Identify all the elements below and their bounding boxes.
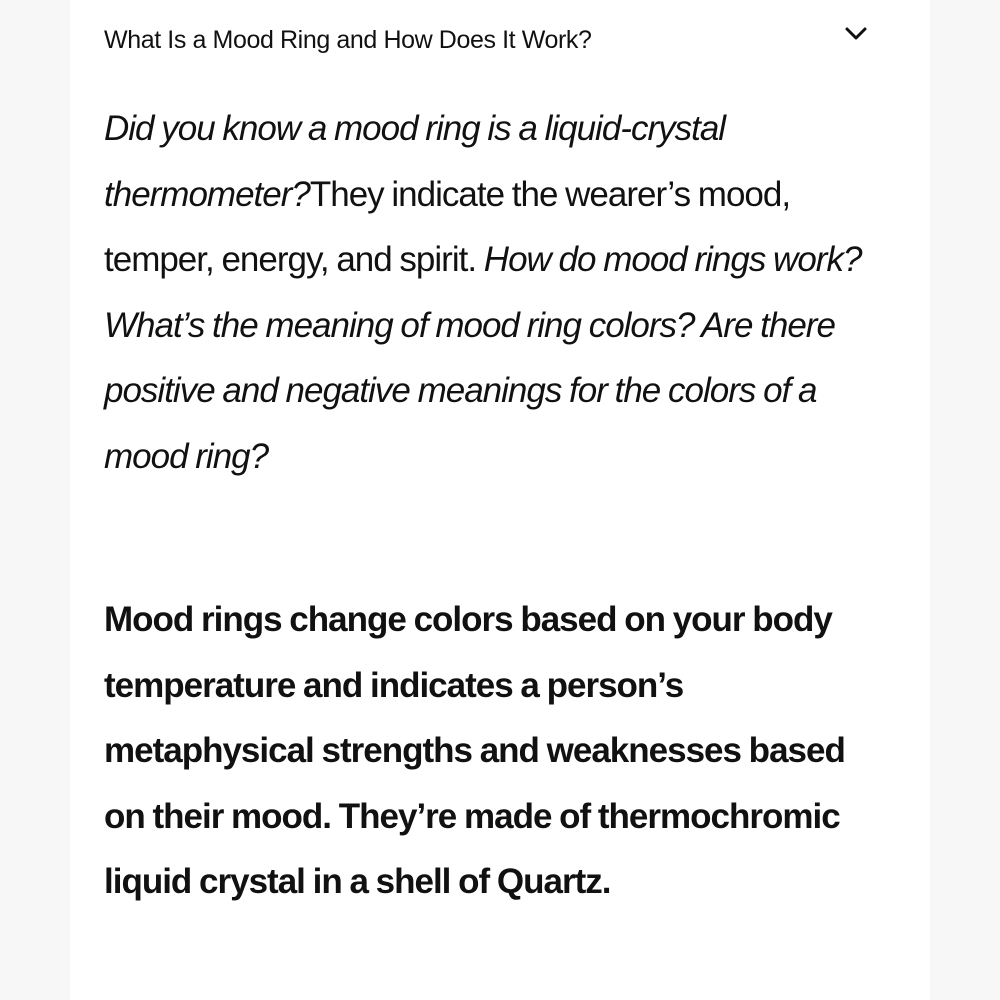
intro-question: Did you know a mood ring is a liquid-crystal thermometer? <box>104 109 726 214</box>
intro-questions: How do mood rings work? What’s the meaning of mood ring colors? Are there positive and negative meanings for the colors of a mood ring? <box>104 240 862 476</box>
intro-statement: They indicate the wearer’s mood, temper, energy, and spirit. <box>104 174 791 280</box>
chevron-down-icon[interactable] <box>840 18 872 50</box>
toc-accordion-header[interactable] <box>104 14 884 74</box>
article-content <box>104 96 884 902</box>
summary-paragraph: Mood rings change colors based on your body temperature and indicates a person’s metaphysical strengths and weaknesses based on their mood. They’re made of thermochromic liquid crystal in a shell of Quartz. <box>104 600 845 902</box>
toc-title: What Is a Mood Ring and How Does It Work? <box>104 26 592 54</box>
intro-paragraph <box>104 96 884 490</box>
